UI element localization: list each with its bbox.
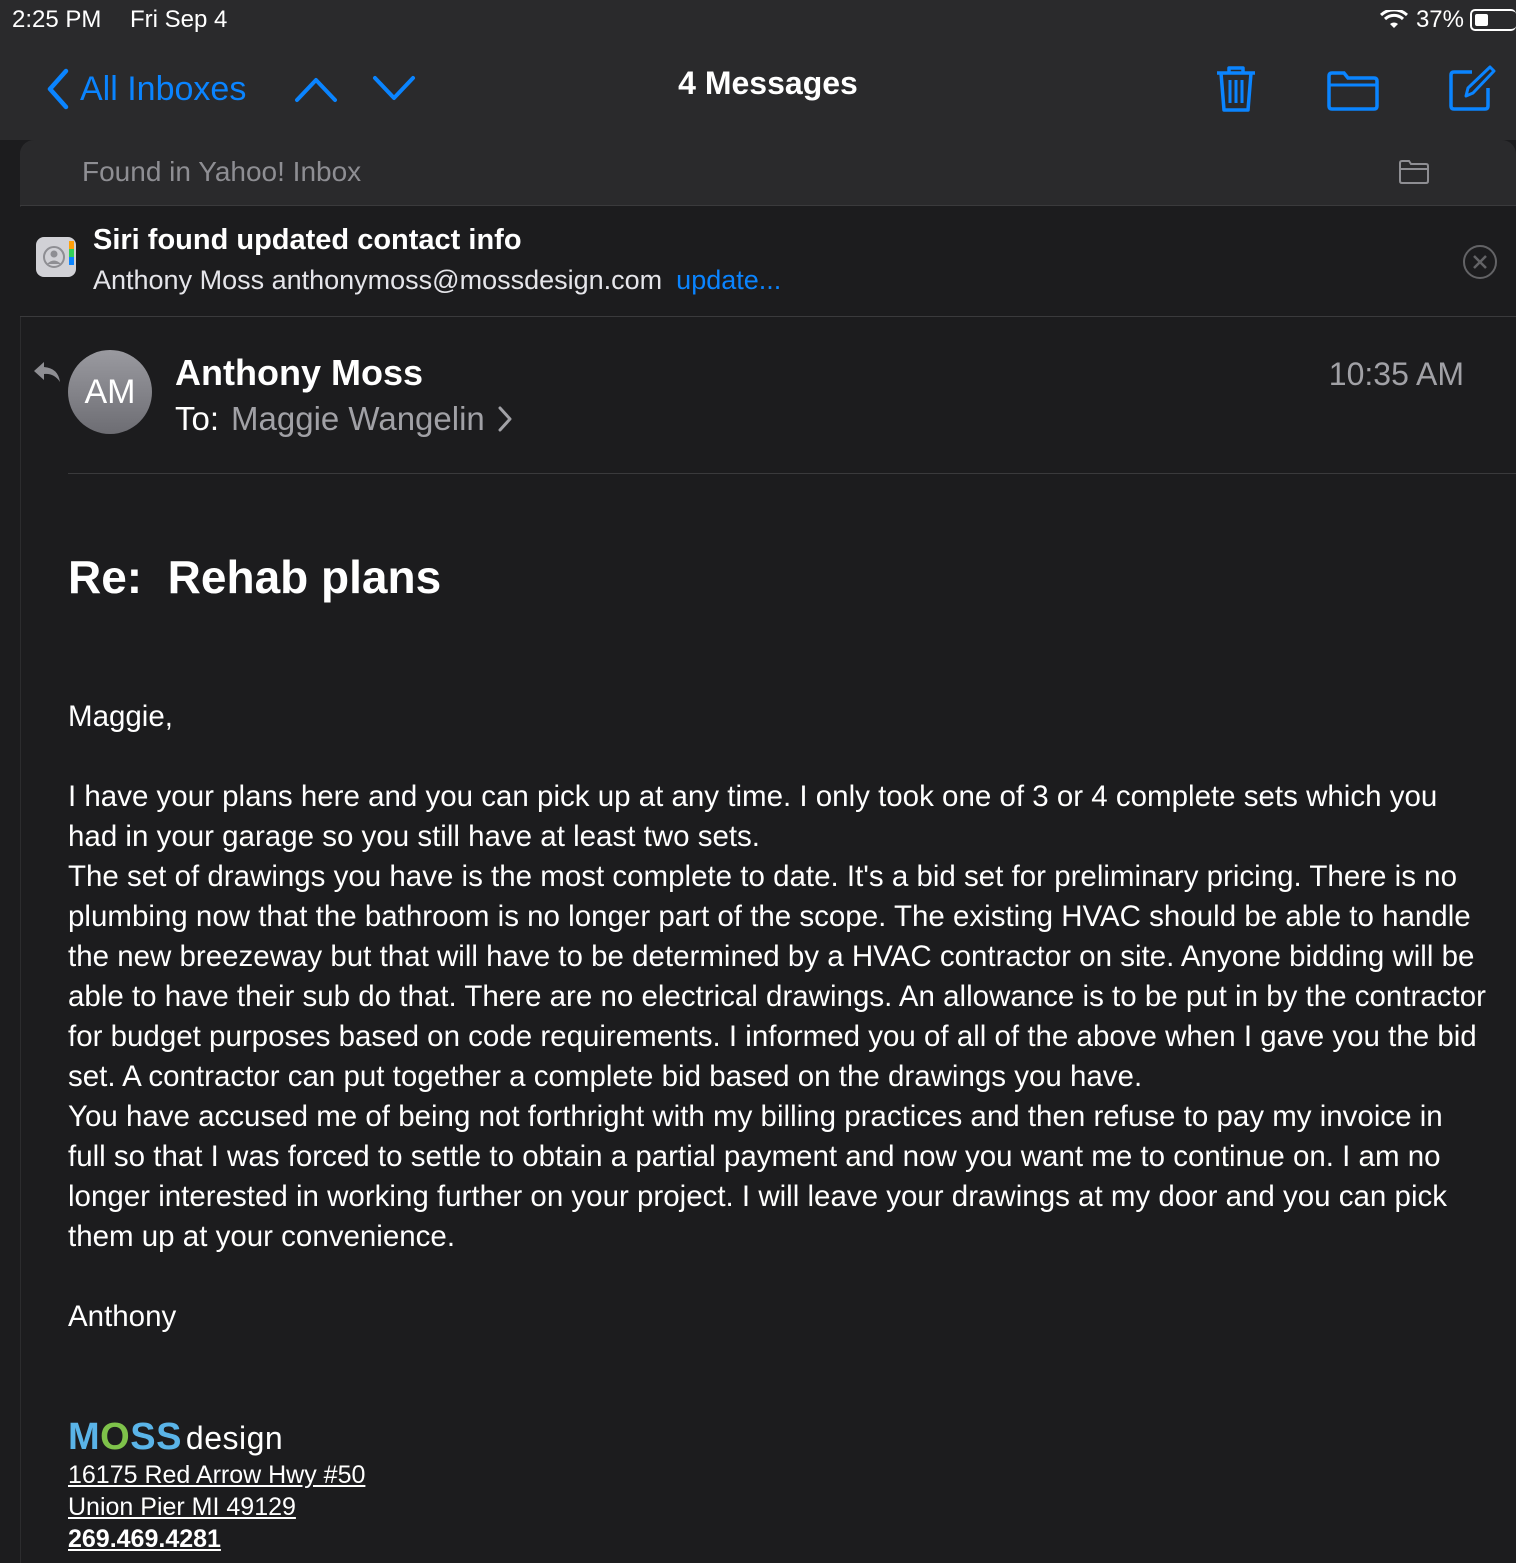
status-date: Fri Sep 4 <box>130 6 228 33</box>
status-bar <box>0 0 1516 40</box>
message-header <box>0 318 1516 474</box>
to-label: To: <box>175 400 220 437</box>
folder-icon[interactable] <box>1326 70 1380 112</box>
phone-link[interactable]: 269.469.4281 <box>68 1525 221 1553</box>
address-line-1[interactable]: 16175 Red Arrow Hwy #50 <box>68 1461 366 1489</box>
wifi-icon <box>1380 10 1408 30</box>
signoff: Anthony <box>68 1300 177 1333</box>
siri-contact-line <box>93 265 781 296</box>
siri-suggestion-banner <box>20 207 1516 317</box>
trash-icon[interactable] <box>1214 64 1258 114</box>
body-paragraph-1: I have your plans here and you can pick up at any time. I only took one of 3 or 4 complete sets which you had in your garage so you still have at least two sets. <box>68 780 1438 853</box>
header-divider <box>68 473 1516 474</box>
back-label: All Inboxes <box>80 69 247 108</box>
contact-person-icon <box>36 237 76 277</box>
close-icon[interactable] <box>1462 244 1498 280</box>
folder-icon-small[interactable] <box>1398 159 1430 185</box>
battery-icon <box>1470 9 1516 31</box>
found-in-text: Found in Yahoo! Inbox <box>82 156 362 187</box>
battery-fill <box>1475 14 1488 26</box>
compose-icon[interactable] <box>1446 64 1496 114</box>
recipients-line[interactable] <box>175 400 513 438</box>
sender-name[interactable]: Anthony Moss <box>175 352 423 393</box>
body-paragraph-2: The set of drawings you have is the most complete to date. It's a bid set for preliminary pricing. There is no plumbing now that the bathroom is no longer part of the scope. The existing HVAC should be able to handle the new breezeway but that will have to be determined by a HVAC contractor on site. Anyone bidding will be able to have their sub do that. There are no electrical drawings. An allowance is to be put in by the contractor for budget purposes based on code requirements. I informed you of all of the above when I gave you the bid set. A contractor can put together a complete bid based on the drawings you have. <box>68 860 1486 1093</box>
status-time: 2:25 PM <box>12 6 102 33</box>
greeting: Maggie, <box>68 700 173 733</box>
battery-percent: 37% <box>1415 6 1464 33</box>
body-paragraph-3: You have accused me of being not forthright with my billing practices and then refuse to pay my invoice in full so that I was forced to settle to obtain a partial payment and now you want me to continue on. I am no longer interested in working further on your project. I will leave your drawings at my door and you can pick them up at your convenience. <box>68 1100 1447 1253</box>
message-body <box>68 697 1488 1337</box>
nav-bar <box>0 40 1516 140</box>
siri-contact: Anthony Moss anthonymoss@mossdesign.com <box>93 265 663 295</box>
signature <box>68 1416 365 1555</box>
message-subject: Re: Rehab plans <box>68 551 442 603</box>
siri-title: Siri found updated contact info <box>93 224 522 256</box>
recipient-name: Maggie Wangelin <box>231 400 485 437</box>
found-in-mailbox-bar <box>20 140 1516 206</box>
status-right <box>1380 6 1516 34</box>
avatar: AM <box>68 350 152 434</box>
reply-icon <box>32 360 62 386</box>
nav-title: 4 Messages <box>678 65 858 101</box>
address-line-2[interactable]: Union Pier MI 49129 <box>68 1493 296 1521</box>
update-contact-link[interactable]: update... <box>676 265 782 295</box>
message-time: 10:35 AM <box>1328 356 1464 392</box>
company-logo: MOSS design <box>68 1416 284 1458</box>
contacts-app-icon <box>36 237 76 277</box>
chevron-right-icon <box>497 405 513 433</box>
